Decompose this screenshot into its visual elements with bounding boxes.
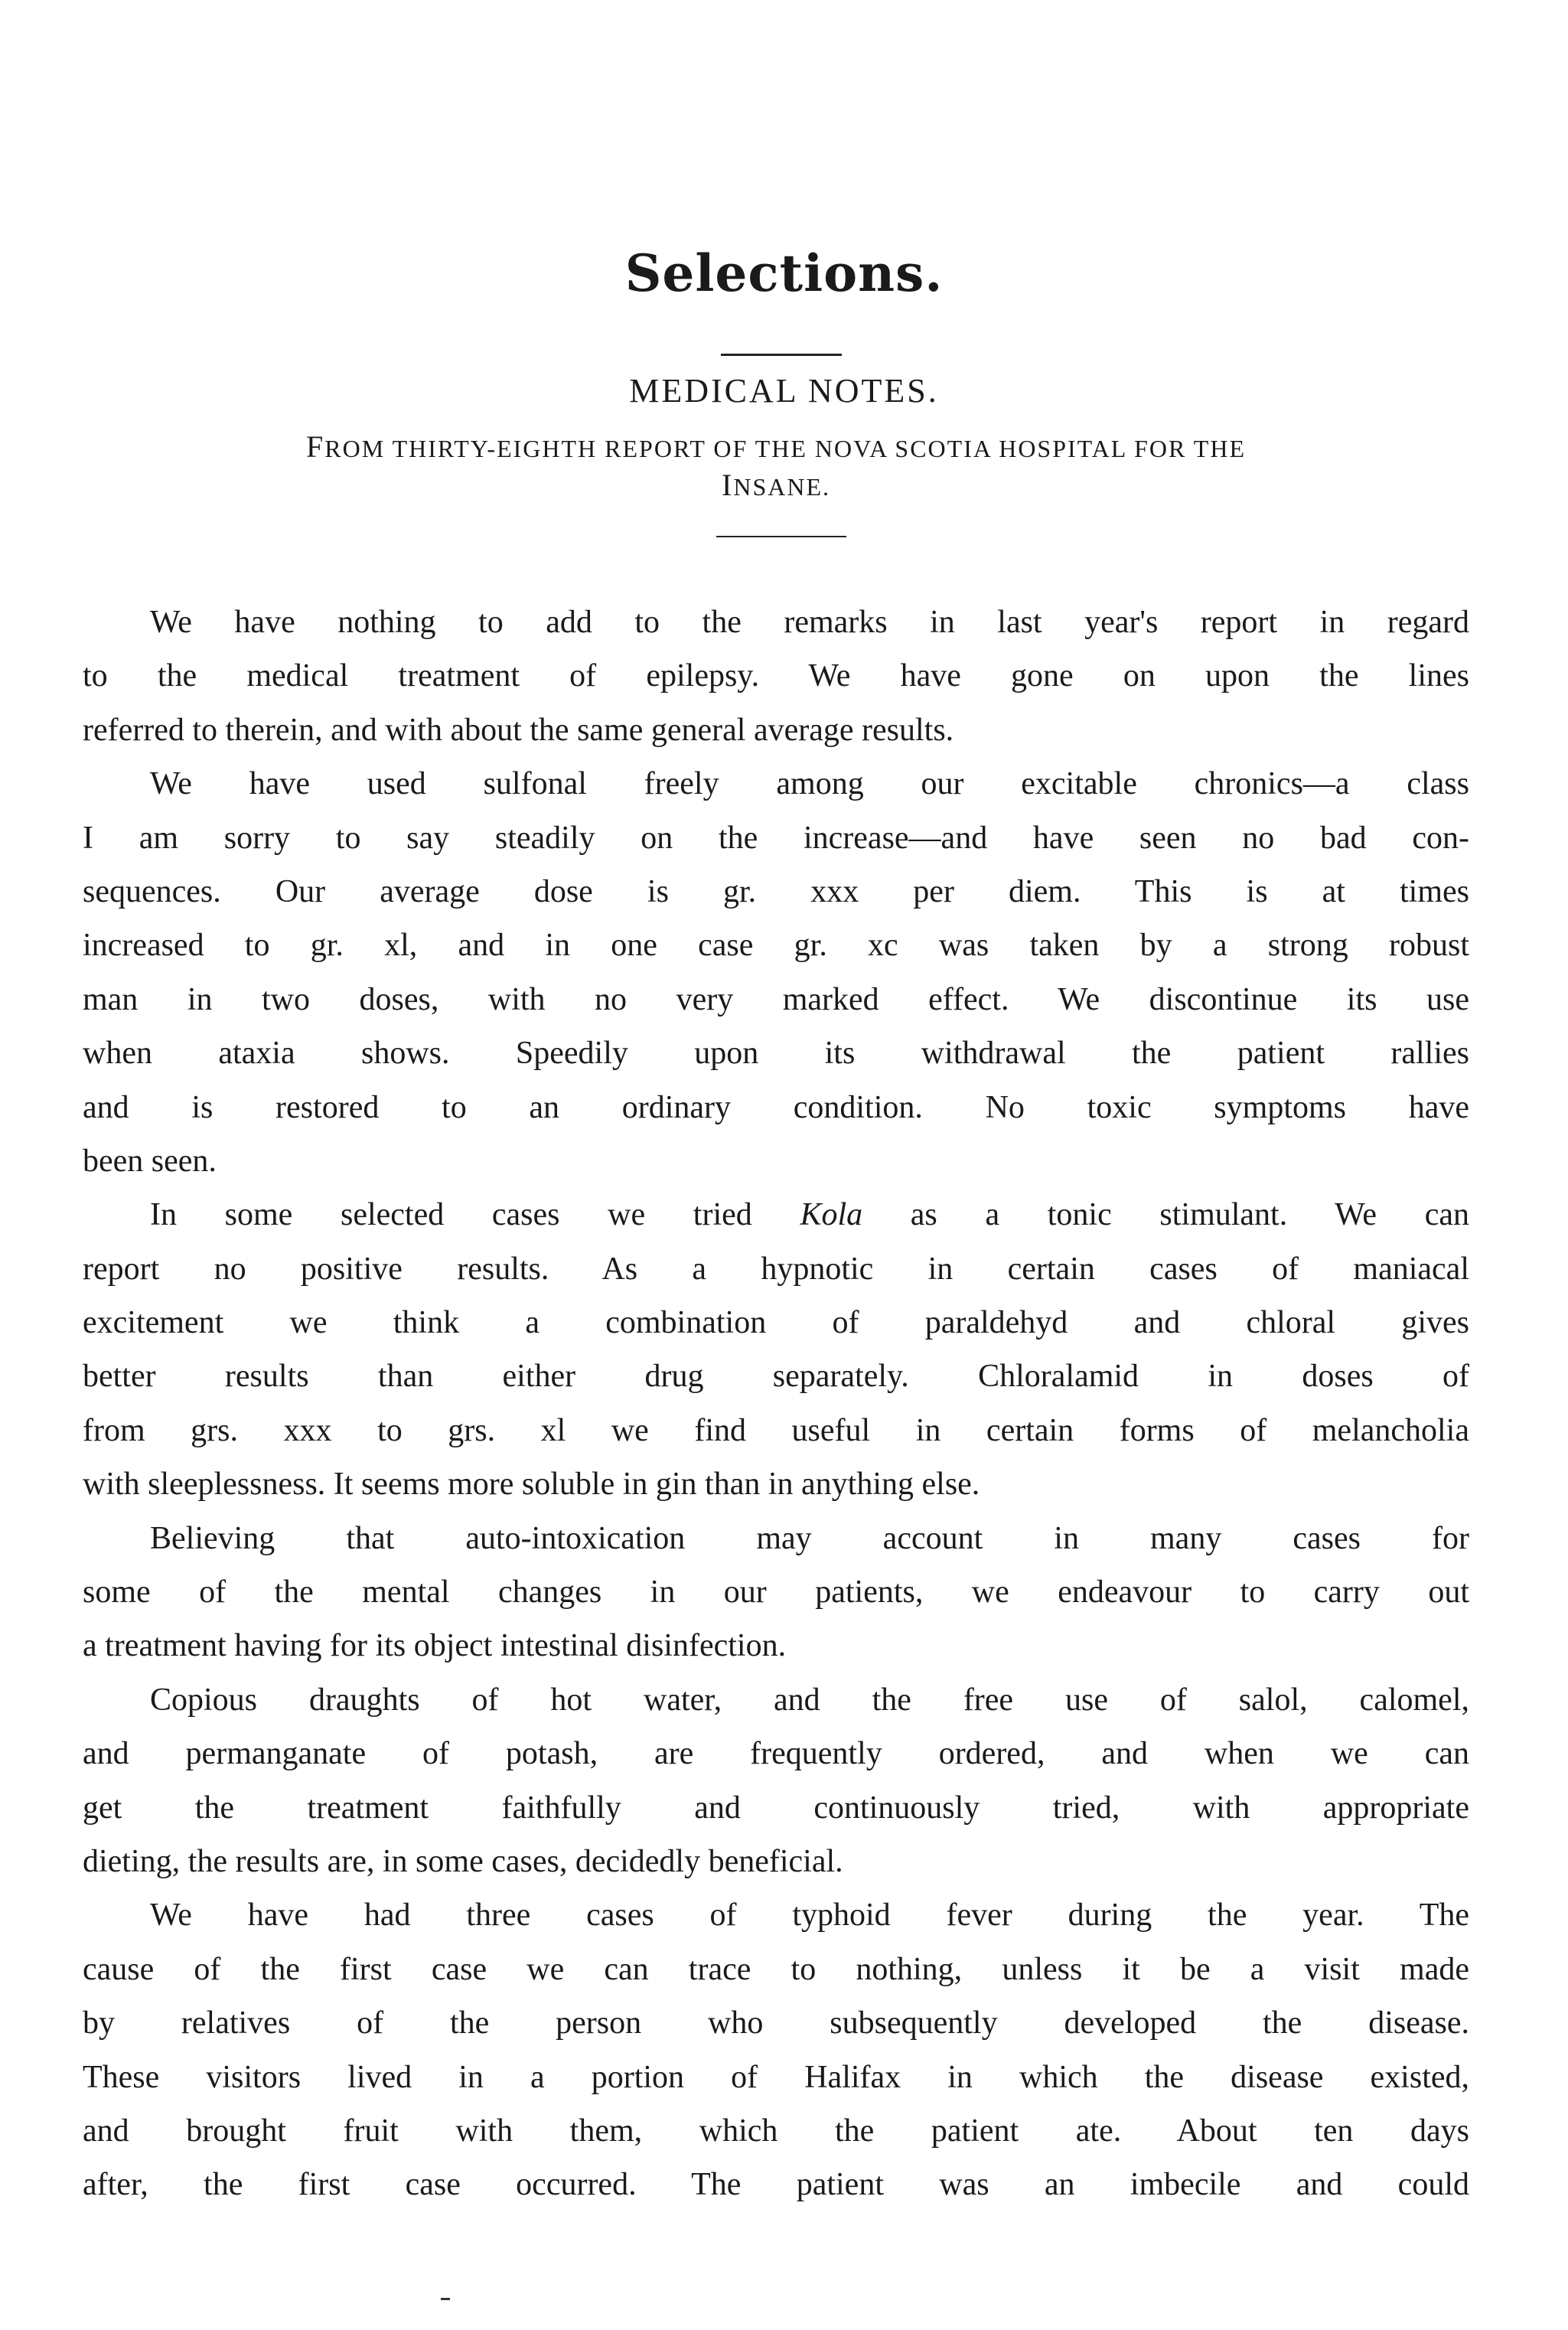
- text-line: been seen.: [83, 1143, 217, 1179]
- text-line: [83, 1197, 1469, 1251]
- article-heading: MEDICAL NOTES.: [629, 372, 939, 410]
- text-line: get the treatment faithfully and continuously tried, with appropriate: [83, 1790, 1469, 1826]
- text-line: some of the mental changes in our patients, we endeavour to carry out: [83, 1575, 1469, 1610]
- section-title: Selections.: [624, 243, 944, 303]
- text-segment: as a tonic stimulant. We can: [862, 1197, 1469, 1233]
- text-line: from grs. xxx to grs. xl we find useful in certain forms of melancholia: [83, 1412, 1469, 1448]
- text-line: report no positive results. As a hypnotic in certain cases of maniacal: [83, 1251, 1469, 1287]
- text-line: after, the first case occurred. The patient was an imbecile and could: [83, 2167, 1469, 2203]
- italic-term: Kola: [800, 1197, 863, 1233]
- text-line: by relatives of the person who subsequently developed the disease.: [83, 2005, 1469, 2041]
- text-line: Copious draughts of hot water, and the free use of salol, calomel,: [150, 1682, 1469, 1718]
- text-line: when ataxia shows. Speedily upon its withdrawal the patient rallies: [83, 1036, 1469, 1072]
- text-line: sequences. Our average dose is gr. xxx per diem. This is at times: [83, 873, 1469, 909]
- text-line: increased to gr. xl, and in one case gr. xc was taken by a strong robust: [83, 928, 1469, 964]
- text-line: referred to therein, and with about the same general average results.: [83, 712, 954, 748]
- text-line: and is restored to an ordinary condition. No toxic symptoms have: [83, 1089, 1469, 1125]
- text-segment: In some selected cases we tried: [150, 1197, 800, 1233]
- page-mark: [441, 2298, 450, 2300]
- divider: [721, 354, 842, 356]
- text-line: cause of the first case we can trace to nothing, unless it be a visit made: [83, 1951, 1469, 1987]
- text-line: and permanganate of potash, are frequently ordered, and when we can: [83, 1736, 1469, 1772]
- text-line: I am sorry to say steadily on the increase—and have seen no bad con-: [83, 820, 1469, 856]
- text-line: We have had three cases of typhoid fever during the year. The: [150, 1898, 1469, 1934]
- text-line: excitement we think a combination of paraldehyd and chloral gives: [83, 1305, 1469, 1341]
- text-line: to the medical treatment of epilepsy. We have gone on upon the lines: [83, 658, 1469, 694]
- text-line: and brought fruit with them, which the patient ate. About ten days: [83, 2113, 1469, 2149]
- article-source-line-1: FROM THIRTY-EIGHTH REPORT OF THE NOVA SCOTIA HOSPITAL FOR THE: [305, 429, 1246, 464]
- text-line: We have nothing to add to the remarks in last year's report in regard: [150, 605, 1469, 640]
- article-body: [83, 605, 1469, 2221]
- text-line: with sleeplessness. It seems more soluble in gin than in anything else.: [83, 1467, 980, 1503]
- text-line: man in two doses, with no very marked effect. We discontinue its use: [83, 981, 1469, 1017]
- text-line: a treatment having for its object intestinal disinfection.: [83, 1628, 787, 1664]
- text-line: We have used sulfonal freely among our excitable chronics—a class: [150, 766, 1469, 802]
- text-line: These visitors lived in a portion of Halifax in which the disease existed,: [83, 2059, 1469, 2095]
- article-source-line-2: INSANE.: [722, 468, 830, 502]
- text-line: better results than either drug separately. Chloralamid in doses of: [83, 1359, 1469, 1395]
- text-line: Believing that auto-intoxication may account in many cases for: [150, 1520, 1469, 1556]
- divider: [716, 536, 846, 537]
- text-line: dieting, the results are, in some cases, decidedly beneficial.: [83, 1843, 843, 1879]
